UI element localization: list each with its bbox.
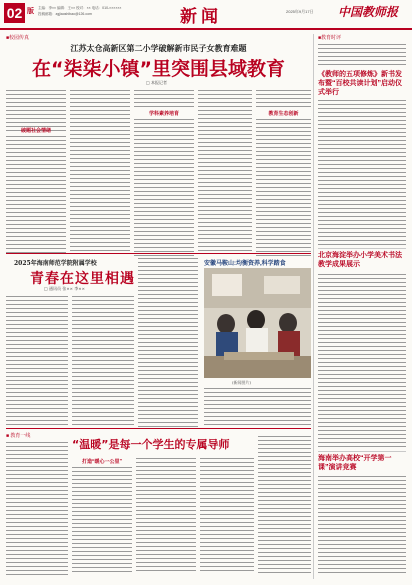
second-story-kicker: 2025年海南师范学院附属学校 bbox=[14, 260, 97, 267]
second-story-byline: □ 通讯员 张×× 李×× bbox=[44, 286, 85, 291]
second-story-headline: 青春在这里相遇 bbox=[30, 271, 135, 287]
bottom-col-1 bbox=[6, 442, 68, 578]
header-meta-1: 主编：李×× 编辑：王×× 校对：×× 电话：010-×××××× bbox=[38, 6, 122, 10]
page-label: 版 bbox=[27, 8, 34, 15]
header-meta-2: 投稿邮箱：zgjiaoshibao@126.com bbox=[38, 12, 92, 16]
second-col-1 bbox=[6, 296, 68, 428]
top-col-5 bbox=[256, 90, 311, 110]
sidebar-item-2-body bbox=[318, 274, 406, 450]
top-col-5b bbox=[256, 119, 311, 259]
section-title: 新闻 bbox=[180, 7, 222, 27]
sidebar-item-1-body bbox=[318, 100, 406, 248]
top-sub-1: 破题社会情绪 bbox=[20, 128, 51, 134]
sidebar-divider-1 bbox=[318, 248, 406, 249]
news-photo-image bbox=[204, 268, 311, 378]
header-rule bbox=[0, 28, 412, 30]
top-sub-3: 教育生态创新 bbox=[268, 111, 299, 117]
top-story-tag: ■校园传真 bbox=[6, 35, 30, 41]
sidebar-item-1-title: 《教师的五项修炼》新书发布暨“百校共读计划”启动仪式举行 bbox=[318, 71, 402, 96]
top-col-4 bbox=[198, 90, 252, 254]
masthead-logo: 中国教师报 bbox=[338, 5, 399, 19]
second-col-2 bbox=[72, 296, 134, 428]
divider-2 bbox=[6, 428, 311, 429]
second-col-3 bbox=[138, 258, 198, 430]
news-photo bbox=[204, 268, 311, 378]
bottom-col-5 bbox=[258, 436, 311, 576]
sidebar-item-2-title: 北京海淀举办小学美术书法教学成果展示 bbox=[318, 252, 402, 268]
page-number bbox=[4, 3, 25, 23]
photo-story-headline: 安徽马鞍山:均衡资养,科学踏食 bbox=[204, 261, 286, 267]
divider-1 bbox=[6, 253, 311, 254]
top-col-1b bbox=[6, 136, 66, 256]
top-story-kicker: 江苏太仓高新区第二小学破解新市民子女教育难题 bbox=[70, 43, 247, 53]
top-sub-2: 学科素养培育 bbox=[148, 111, 179, 117]
bottom-story-tag: ■ 教育一线 bbox=[6, 433, 31, 439]
sidebar-item-3-title: 海南举办高校“开学第一课”演讲竞赛 bbox=[318, 455, 392, 471]
bottom-col-3 bbox=[136, 458, 196, 574]
bottom-story-headline: “温暖”是每一个学生的专属导师 bbox=[72, 438, 230, 451]
bottom-col-4 bbox=[200, 458, 254, 574]
page-number-text: 02 bbox=[6, 5, 23, 21]
sidebar-divider bbox=[313, 34, 314, 579]
bottom-col-2 bbox=[72, 467, 132, 575]
sidebar-tag: ■教育时评 bbox=[318, 35, 342, 41]
top-col-3 bbox=[134, 90, 194, 110]
sidebar-divider-2 bbox=[318, 451, 406, 452]
header-date: 2025年9月17日 bbox=[286, 9, 314, 14]
photo-story-body bbox=[204, 388, 311, 428]
top-col-2 bbox=[70, 90, 130, 254]
top-story-byline: □ 本报记者 bbox=[146, 80, 168, 85]
top-col-3b bbox=[134, 119, 194, 259]
top-story-headline: 在“柒柒小镇”里突围县域教育 bbox=[32, 58, 285, 80]
photo-caption: (新闻图片) bbox=[232, 380, 252, 385]
sidebar-intro bbox=[318, 44, 406, 68]
bottom-story-sub: 打造“暖心一公里” bbox=[81, 459, 122, 465]
sidebar-item-3-body bbox=[318, 476, 406, 576]
